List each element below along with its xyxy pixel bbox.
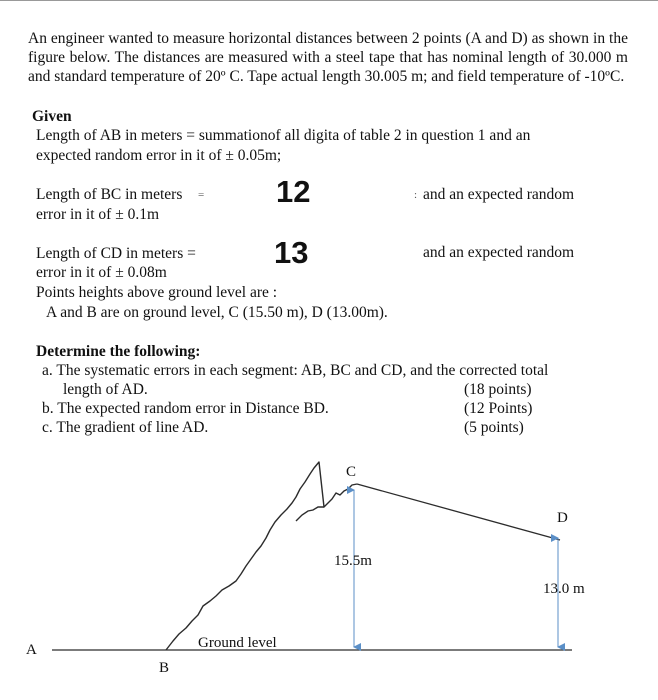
given-heading: Given — [32, 108, 72, 125]
bc-length-value: 12 — [276, 174, 311, 209]
height-c-label: 15.5m — [334, 553, 372, 569]
ab-length-line2: expected random error in it of ± 0.05m; — [36, 147, 282, 164]
question-c-points: (5 points) — [464, 419, 524, 436]
question-a-line1: a. The systematic errors in each segment: AB, BC and CD, and the corrected total — [42, 362, 549, 379]
line-c-to-d — [357, 484, 560, 540]
slope-b-to-c — [166, 462, 357, 650]
question-c: c. The gradient of line AD. — [42, 419, 209, 436]
question-a-points: (18 points) — [464, 381, 532, 398]
cd-length-value: 13 — [274, 235, 309, 270]
label-b: B — [159, 660, 170, 676]
determine-heading: Determine the following: — [36, 343, 201, 360]
bc-length-label: Length of BC in meters — [36, 186, 183, 203]
bc-error: error in it of ± 0.1m — [36, 206, 160, 223]
question-a-line2: length of AD. — [63, 381, 148, 398]
heights-heading: Points heights above ground level are : — [36, 284, 278, 301]
cd-suffix: and an expected random — [423, 244, 575, 261]
ground-level-label: Ground level — [198, 635, 277, 651]
slope-upper — [296, 507, 324, 521]
problem-intro: An engineer wanted to measure horizontal distances between 2 points (A and D) as shown in the figure below. The distances are measured with a steel tape that has nominal length of 30.000 m and standard temperature of 20º C. Tape actual length 30.005 m; and field temperature of -10ºC. — [28, 30, 628, 85]
label-a: A — [26, 642, 37, 658]
cd-length-label: Length of CD in meters = — [36, 245, 196, 262]
height-d-label: 13.0 m — [543, 581, 585, 597]
bc-equals: = — [198, 189, 205, 201]
ab-length-line1: Length of AB in meters = summationof all digita of table 2 in question 1 and an — [36, 127, 531, 144]
cd-error: error in it of ± 0.08m — [36, 264, 167, 281]
question-b: b. The expected random error in Distance BD. — [42, 400, 329, 417]
label-d: D — [557, 510, 568, 526]
heights-detail: A and B are on ground level, C (15.50 m), D (13.00m). — [46, 304, 388, 321]
question-b-points: (12 Points) — [464, 400, 533, 417]
bc-colon: : — [414, 189, 418, 201]
label-c: C — [346, 464, 357, 480]
bc-suffix: and an expected random — [423, 186, 575, 203]
